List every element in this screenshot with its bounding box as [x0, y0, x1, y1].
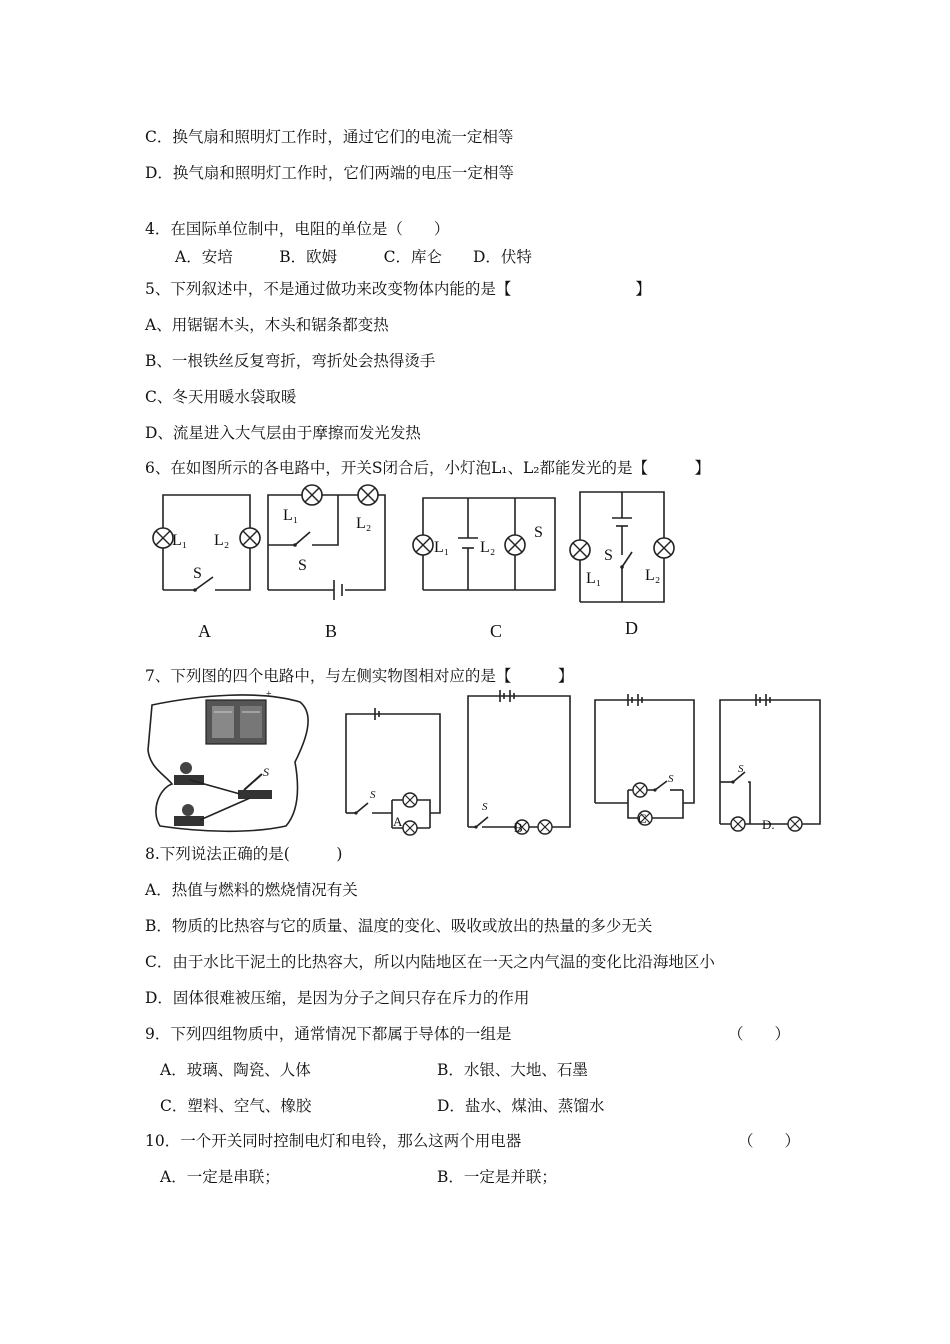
fig6-caption-a: A — [198, 621, 211, 641]
q5-stem: 5、下列叙述中，不是通过做功来改变物体内能的是【 】 — [145, 280, 651, 298]
fig7-physical-picture — [148, 689, 308, 831]
fig6-d-label-l2: L₂ — [645, 567, 661, 584]
fig6-d-label-l1: L₁ — [586, 570, 602, 587]
fig7-caption-a: A — [393, 814, 403, 829]
q9-option-b: B．水银、大地、石墨 — [437, 1061, 588, 1079]
fig6-d-lamp-l1 — [570, 540, 590, 560]
q10-answer-paren: （ ） — [738, 1132, 801, 1150]
fig6-a-label-s: S — [193, 565, 202, 582]
q9-option-a: A．玻璃、陶瓷、人体 — [160, 1061, 311, 1079]
fig6-c-lamp-l1 — [413, 535, 433, 555]
fig6-a-lamp-l2 — [240, 528, 260, 548]
q9-option-c: C．塑料、空气、橡胶 — [160, 1097, 312, 1115]
fig7-d-lamp-2 — [788, 817, 802, 831]
fig6-c-label-l1: L₁ — [434, 539, 450, 556]
fig7-d-lamp-1 — [731, 817, 745, 831]
q9-option-d: D．盐水、煤油、蒸馏水 — [437, 1097, 605, 1115]
fig6-caption-c: C — [490, 621, 503, 641]
fig6-a-label-l2: L₂ — [214, 532, 230, 549]
fig7-caption-b: B — [514, 820, 523, 835]
q10-option-b: B．一定是并联； — [437, 1168, 557, 1186]
fig6-d-label-s: S — [604, 547, 613, 564]
fig7-b-lamp-2 — [538, 820, 552, 834]
fig7-c-lamp-1 — [633, 783, 647, 797]
q8-option-c: C．由于水比干泥土的比热容大，所以内陆地区在一天之内气温的变化比沿海地区小 — [145, 953, 715, 971]
fig7-caption-c: C — [638, 811, 647, 826]
q5-option-a: A、用锯锯木头，木头和锯条都变热 — [145, 316, 389, 334]
q7-stem: 7、下列图的四个电路中，与左侧实物图相对应的是【 】 — [145, 667, 574, 685]
fig6-circuit-c — [413, 498, 555, 641]
q6-stem: 6、在如图所示的各电路中，开关S闭合后，小灯泡L₁、L₂都能发光的是【 】 — [145, 459, 710, 477]
q10-stem: 10．一个开关同时控制电灯和电铃，那么这两个用电器 — [145, 1132, 522, 1150]
fig6-c-lamp-l2 — [505, 535, 525, 555]
fig6-b-label-l2: L₂ — [356, 515, 372, 532]
q8-option-d: D．固体很难被压缩，是因为分子之间只存在斥力的作用 — [145, 989, 530, 1007]
fig7-a-label-s: S — [370, 789, 376, 801]
fig6-d-lamp-l2 — [654, 538, 674, 558]
fig7-a-lamp-1 — [403, 793, 417, 807]
fig6-a-label-l1: L₁ — [172, 532, 188, 549]
fig7-circuit-d — [720, 694, 820, 832]
q5-option-c: C、冬天用暖水袋取暖 — [145, 388, 297, 406]
q3-option-d: D．换气扇和照明灯工作时，它们两端的电压一定相等 — [145, 164, 514, 182]
fig7-circuit-c — [595, 694, 694, 826]
fig6-caption-b: B — [325, 621, 338, 641]
q10-option-a: A．一定是串联； — [160, 1168, 280, 1186]
fig7-circuit-b — [468, 690, 570, 835]
fig6-c-label-s: S — [534, 524, 543, 541]
fig7-d-label-s: S — [738, 763, 744, 775]
fig7-c-label-s: S — [668, 773, 674, 785]
fig6-b-lamp-l1 — [302, 485, 322, 505]
q8-option-b: B．物质的比热容与它的质量、温度的变化、吸收或放出的热量的多少无关 — [145, 917, 653, 935]
fig7-a-lamp-2 — [403, 821, 417, 835]
q4-stem: 4．在国际单位制中，电阻的单位是（ ） — [145, 220, 450, 238]
fig7-b-label-s: S — [482, 801, 488, 813]
q8-stem: 8.下列说法正确的是( ) — [145, 845, 343, 863]
q4-options: A．安培 B．欧姆 C．库仑 D．伏特 — [175, 248, 532, 266]
fig6-a-lamp-l1 — [153, 528, 173, 548]
fig7-picture-label-s: S — [263, 765, 269, 779]
q8-option-a: A．热值与燃料的燃烧情况有关 — [145, 881, 358, 899]
fig6-c-label-l2: L₂ — [480, 539, 496, 556]
fig6-b-label-l1: L₁ — [283, 507, 299, 524]
q5-option-b: B、一根铁丝反复弯折，弯折处会热得烫手 — [145, 352, 436, 370]
q3-option-c: C．换气扇和照明灯工作时，通过它们的电流一定相等 — [145, 128, 514, 146]
q5-option-d: D、流星进入大气层由于摩擦而发光发热 — [145, 424, 421, 442]
fig7-circuit-a — [346, 708, 440, 835]
fig6-circuit-d — [570, 492, 674, 638]
q9-answer-paren: （ ） — [728, 1025, 791, 1043]
fig6-circuit-b — [268, 485, 385, 641]
fig7-caption-d: D. — [762, 817, 775, 832]
fig6-circuit-a — [153, 495, 260, 641]
fig6-caption-d: D — [625, 618, 638, 638]
fig7-battery-plus: + — [266, 689, 272, 700]
q9-stem: 9．下列四组物质中，通常情况下都属于导体的一组是 — [145, 1025, 512, 1043]
fig6-b-label-s: S — [298, 557, 307, 574]
fig6-b-lamp-l2 — [358, 485, 378, 505]
